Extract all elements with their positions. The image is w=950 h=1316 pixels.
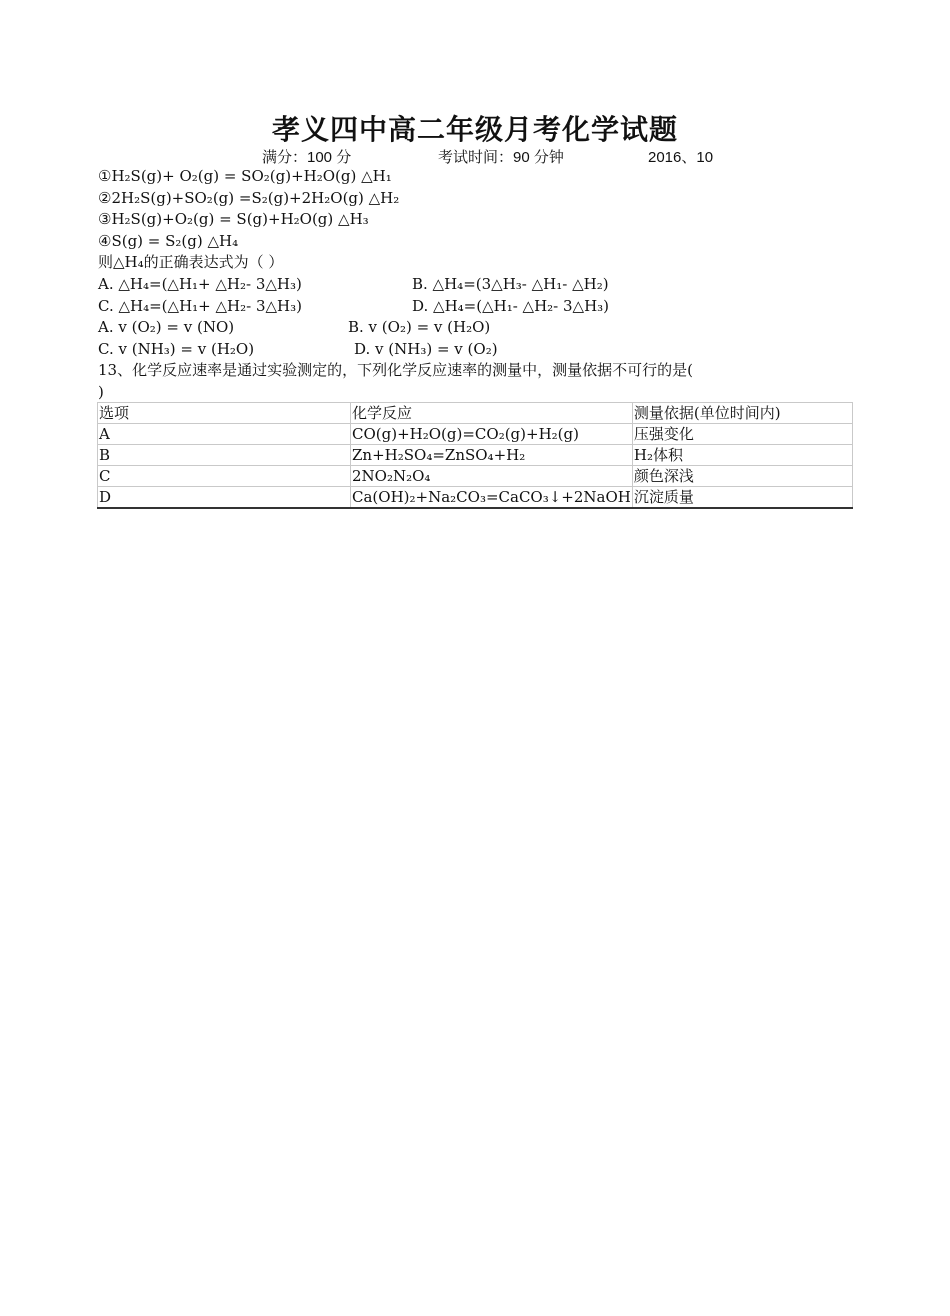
time-label: 考试时间：90 分钟 (438, 149, 564, 166)
exam-title: 孝义四中高二年级月考化学试题 (271, 113, 678, 146)
question-13-close: ) (98, 382, 104, 401)
rate-option-a: A. v (O₂) = v (NO) (98, 318, 235, 337)
table-header-cell: 选项 (98, 403, 351, 424)
table-cell: 2NO₂N₂O₄ (351, 466, 633, 487)
rate-row-1 (98, 317, 858, 339)
equation-4: ④S(g) = S₂(g) △H₄ (98, 231, 239, 250)
table-cell: A (98, 424, 351, 445)
date-label: 2016、10 (648, 149, 714, 166)
options-row-2 (98, 296, 858, 318)
table-header-cell: 测量依据(单位时间内) (632, 403, 852, 424)
table-header-cell: 化学反应 (351, 403, 633, 424)
rate-option-d: D. v (NH₃) = v (O₂) (354, 339, 498, 358)
equation-3: ③H₂S(g)+O₂(g) = S(g)+H₂O(g) △H₃ (98, 210, 369, 229)
rate-row-2 (98, 339, 858, 361)
table-cell: B (98, 445, 351, 466)
measurement-table (97, 402, 853, 509)
option-b: B. △H₄=(3△H₃- △H₁- △H₂) (412, 274, 609, 293)
option-d: D. △H₄=(△H₁- △H₂- 3△H₃) (412, 296, 610, 315)
table-row (98, 487, 853, 509)
rate-option-c: C. v (NH₃) = v (H₂O) (98, 339, 255, 358)
table-cell: 沉淀质量 (632, 487, 852, 509)
equation-2: ②2H₂S(g)+SO₂(g) =S₂(g)+2H₂O(g) △H₂ (98, 188, 400, 207)
table-row (98, 424, 853, 445)
table-cell: H₂体积 (632, 445, 852, 466)
table-cell: CO(g)+H₂O(g)=CO₂(g)+H₂(g) (351, 424, 633, 445)
table-row (98, 445, 853, 466)
table-header-row (98, 403, 853, 424)
table-cell: 颜色深浅 (632, 466, 852, 487)
score-label: 满分：100 分 (262, 149, 352, 166)
table-cell: Ca(OH)₂+Na₂CO₃=CaCO₃↓+2NaOH (352, 488, 631, 506)
rate-option-b: B. v (O₂) = v (H₂O) (348, 318, 491, 337)
option-c: C. △H₄=(△H₁+ △H₂- 3△H₃) (98, 296, 302, 315)
option-a: A. △H₄=(△H₁+ △H₂- 3△H₃) (98, 274, 302, 293)
table-cell: D (98, 487, 351, 509)
table-cell: Zn+H₂SO₄=ZnSO₄+H₂ (351, 445, 633, 466)
table-cell: C (98, 466, 351, 487)
question-13: 13、化学反应速率是通过实验测定的，下列化学反应速率的测量中，测量依据不可行的是( (98, 361, 693, 380)
table-row (98, 466, 853, 487)
equation-1: ①H₂S(g)+ O₂(g) = SO₂(g)+H₂O(g) △H₁ (98, 167, 392, 185)
question-body (98, 166, 858, 404)
table-cell: 压强变化 (632, 424, 852, 445)
options-row-1 (98, 274, 858, 296)
question-stem: 则△H₄的正确表达式为（ ） (98, 253, 284, 272)
